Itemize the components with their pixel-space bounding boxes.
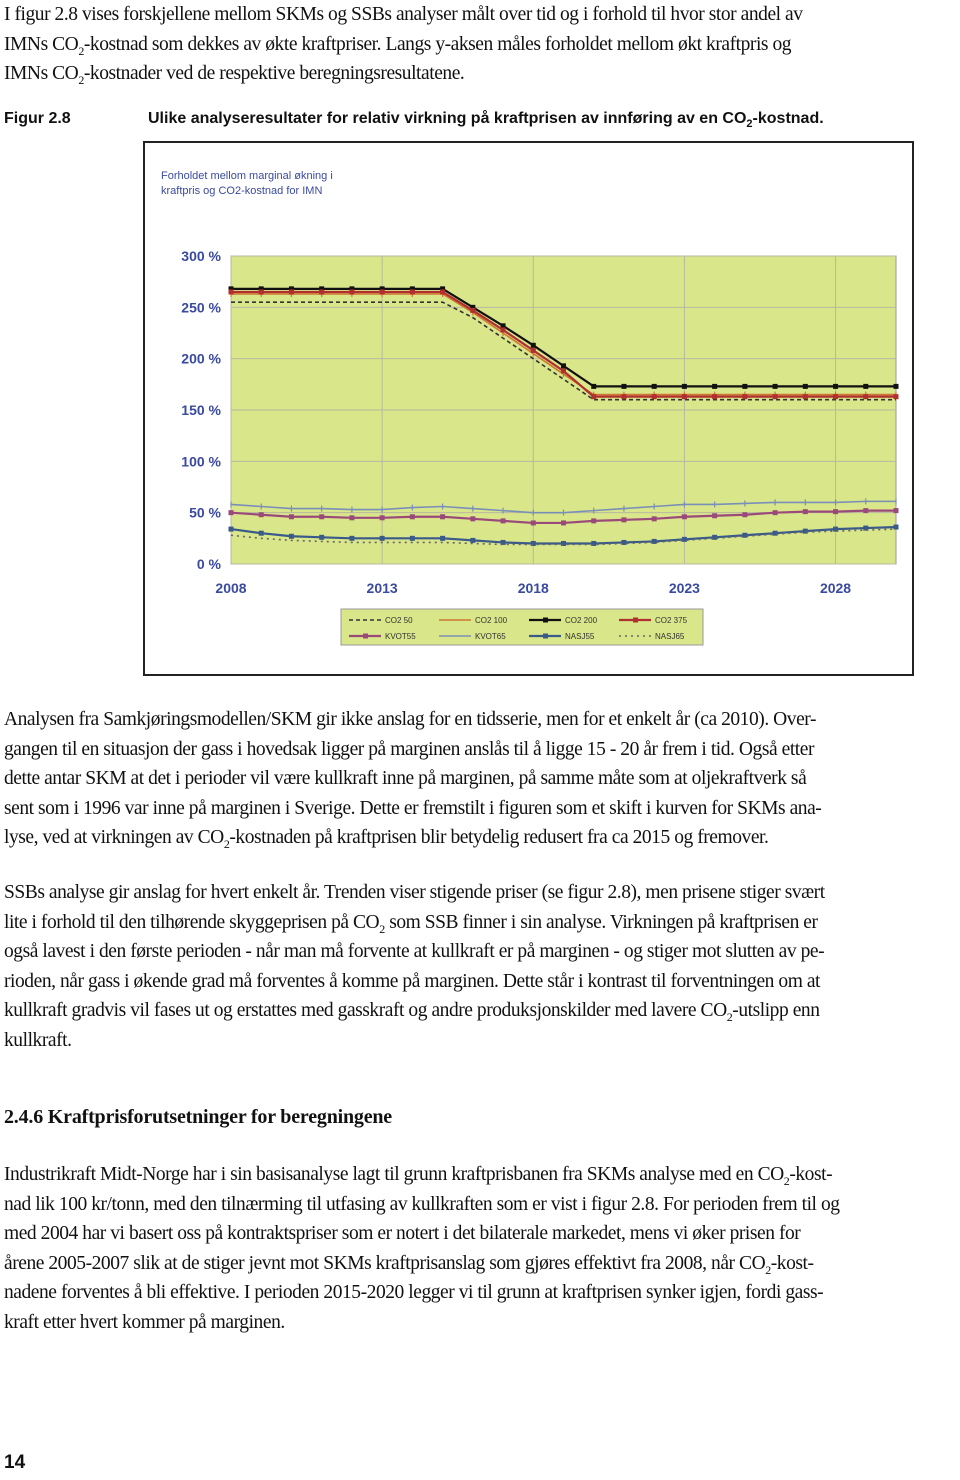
data-point <box>501 518 506 523</box>
y-tick-label: 100 % <box>181 453 221 470</box>
text-line: kullkraft gradvis vil fases ut og erstattes med gasskraft og andre produksjonskilder med lavere $CO_2$-utslipp enn <box>4 1000 820 1024</box>
x-tick-label: 2008 <box>215 580 247 596</box>
legend-label: KVOT55 <box>385 632 416 641</box>
text-line: med 2004 har vi basert oss på kontraktspriser som er notert i det bilaterale markedet, mens vi øker prisen for <box>4 1223 801 1244</box>
legend-label: CO2 100 <box>475 616 508 625</box>
data-point <box>833 394 838 399</box>
data-point <box>682 384 687 389</box>
data-point <box>229 289 234 294</box>
text-line: sent som i 1996 var inne på marginen i Sverige. Dette er fremstilt i figuren som et skift i kurven for SKMs ana- <box>4 797 822 819</box>
text-line: lyse, ved at virkningen av $CO_2$-kostnaden på kraftprisen blir betydelig redusert fra ca 2015 og fremover. <box>4 827 769 851</box>
data-point <box>410 514 415 519</box>
data-point <box>561 363 566 368</box>
data-point <box>531 343 536 348</box>
legend-label: CO2 200 <box>565 616 598 625</box>
data-point <box>259 512 264 517</box>
data-point <box>289 289 294 294</box>
text-line: kraft etter hvert kommer på marginen. <box>4 1311 285 1333</box>
figure-chart <box>143 141 914 676</box>
legend-label: CO2 375 <box>655 616 688 625</box>
text-line: Industrikraft Midt-Norge har i sin basisanalyse lagt til grunn kraftprisbanen fra SKMs analyse med en $CO_2-kost-$ <box>4 1164 833 1188</box>
x-tick-label: 2023 <box>668 580 700 596</box>
data-point <box>894 384 899 389</box>
data-point <box>380 289 385 294</box>
data-point <box>319 535 324 540</box>
legend <box>341 609 703 645</box>
data-point <box>742 394 747 399</box>
text-line: I figur 2.8 vises forskjellene mellom SKMs og SSBs analyser målt over tid og i forhold til hvor stor andel av <box>4 4 803 25</box>
data-point <box>742 533 747 538</box>
x-tick-label: 2018 <box>517 580 549 596</box>
data-point <box>591 518 596 523</box>
legend-label: CO2 50 <box>385 616 413 625</box>
data-point <box>621 384 626 389</box>
data-point <box>319 289 324 294</box>
data-point <box>531 520 536 525</box>
data-point <box>712 394 717 399</box>
data-point <box>410 289 415 294</box>
chart-title-line-2: kraftpris og CO2-kostnad for IMN <box>161 185 323 197</box>
data-point <box>773 510 778 515</box>
data-point <box>440 514 445 519</box>
figure-number: Figur 2.8 <box>4 110 71 127</box>
data-point <box>712 513 717 518</box>
text-line: nad lik 100 kr/tonn, med den tilnærming til utfasing av kullkraften som er vist i figur 2.8. For perioden frem til og <box>4 1193 840 1215</box>
legend-label: NASJ55 <box>565 632 595 641</box>
data-point <box>773 384 778 389</box>
y-tick-label: 50 % <box>189 504 221 521</box>
data-point <box>712 384 717 389</box>
data-point <box>259 531 264 536</box>
data-point <box>591 384 596 389</box>
data-point <box>470 538 475 543</box>
y-tick-label: 150 % <box>181 402 221 418</box>
x-tick-label: 2013 <box>366 580 398 596</box>
data-point <box>803 384 808 389</box>
data-point <box>803 394 808 399</box>
data-point <box>742 512 747 517</box>
text-line: rioden, når gass i økende grad må forventes å komme på marginen. Dette står i kontrast til forventningen om at <box>4 970 821 992</box>
data-point <box>440 289 445 294</box>
text-line: også lavest i den første perioden - når man må forvente at kullkraft er på marginen - og stiger mot slutten av pe- <box>4 941 825 962</box>
data-point <box>470 308 475 313</box>
text-line: IMNs $CO_2$-kostnad som dekkes av økte kraftpriser. Langs y-aksen måles forholdet mellom økt kraftpris og <box>4 33 792 58</box>
data-point <box>712 535 717 540</box>
data-point <box>803 509 808 514</box>
data-point <box>652 516 657 521</box>
text-line: Analysen fra Samkjøringsmodellen/SKM gir ikke anslag for en tidsserie, men for et enkelt år (ca 2010). Over- <box>4 709 817 730</box>
data-point <box>621 394 626 399</box>
text-line: dette antar SKM at det i perioder vil være kullkraft inne på marginen, på samme måte som at oljekraftverk så <box>4 768 807 789</box>
chart-title: Forholdet mellom marginal økning i <box>161 170 333 182</box>
legend-label: KVOT65 <box>475 632 506 641</box>
ssb-paragraph <box>4 878 954 1055</box>
legend-label: NASJ65 <box>655 632 685 641</box>
data-point <box>259 289 264 294</box>
data-point <box>833 509 838 514</box>
text-line: nadene forventes å bli effektive. I perioden 2015-2020 legger vi til grunn at kraftprisen synker igjen, fordi gass- <box>4 1282 824 1303</box>
y-tick-label: 200 % <box>181 350 221 367</box>
data-point <box>682 514 687 519</box>
data-point <box>773 394 778 399</box>
kraft-paragraph <box>4 1160 954 1337</box>
legend-marker <box>633 618 638 623</box>
legend-marker <box>543 634 548 639</box>
page-number: 14 <box>4 1452 26 1473</box>
text-line: IMNs $CO_2$-kostnader ved de respektive beregningsresultatene. <box>4 63 465 87</box>
text-line: årene 2005-2007 slik at de stiger jevnt mot SKMs kraftprisanslag som gjøres effektivt fra 2008, når $CO_2-kost-$ <box>4 1252 814 1277</box>
data-point <box>380 515 385 520</box>
data-point <box>470 516 475 521</box>
y-axis-ticks <box>181 248 221 572</box>
data-point <box>229 510 234 515</box>
intro-paragraph <box>4 0 954 89</box>
data-point <box>621 517 626 522</box>
skm-paragraph <box>4 705 954 853</box>
data-point <box>561 368 566 373</box>
y-tick-label: 250 % <box>181 299 221 316</box>
data-point <box>380 536 385 541</box>
figure-caption-text: Ulike analyseresultater for relativ virkning på kraftprisen av innføring av en $CO_2$-kostnad. <box>148 110 824 130</box>
data-point <box>289 534 294 539</box>
data-point <box>289 514 294 519</box>
data-point <box>833 384 838 389</box>
data-point <box>561 520 566 525</box>
data-point <box>591 394 596 399</box>
data-point <box>652 394 657 399</box>
data-point <box>501 327 506 332</box>
x-axis-ticks <box>215 580 851 596</box>
data-point <box>410 536 415 541</box>
data-point <box>742 384 747 389</box>
data-point <box>440 536 445 541</box>
data-point <box>229 527 234 532</box>
data-point <box>682 394 687 399</box>
legend-marker <box>363 634 368 639</box>
data-point <box>894 394 899 399</box>
text-line: gangen til en situasjon der gass i hovedsak ligger på marginen anslås til å ligge 15 - 20 år frem i tid. Også etter <box>4 738 815 760</box>
x-tick-label: 2028 <box>819 580 852 596</box>
data-point <box>682 537 687 542</box>
data-point <box>773 531 778 536</box>
text-line: lite i forhold til den tilhørende skyggeprisen på $CO_2$ som SSB finner i sin analyse. Virkningen på kraftprisen er <box>4 911 818 936</box>
section-heading: 2.4.6 Kraftprisforutsetninger for beregningene <box>4 1106 392 1128</box>
data-point <box>319 514 324 519</box>
data-point <box>652 384 657 389</box>
data-point <box>894 525 899 530</box>
data-point <box>894 508 899 513</box>
line-chart <box>145 143 912 674</box>
data-point <box>531 348 536 353</box>
text-line: SSBs analyse gir anslag for hvert enkelt år. Trenden viser stigende priser (se figur 2.8), men prisene stiger svært <box>4 882 825 903</box>
data-point <box>349 536 354 541</box>
data-point <box>863 394 868 399</box>
data-point <box>863 508 868 513</box>
data-point <box>349 515 354 520</box>
data-point <box>863 384 868 389</box>
text-line: kullkraft. <box>4 1029 72 1051</box>
y-tick-label: 0 % <box>196 556 221 572</box>
y-tick-label: 300 % <box>181 248 221 264</box>
data-point <box>349 289 354 294</box>
legend-marker <box>543 618 548 623</box>
